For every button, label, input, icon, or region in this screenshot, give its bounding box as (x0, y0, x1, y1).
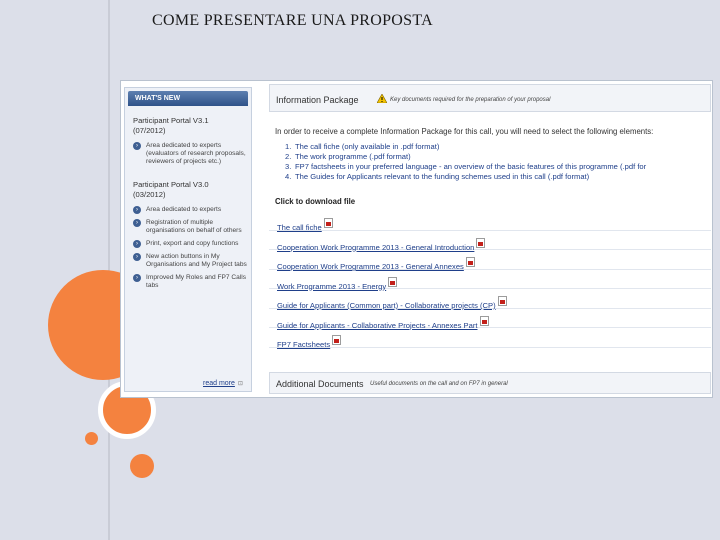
file-link-general-introduction[interactable]: Cooperation Work Programme 2013 - General Introduction (277, 242, 475, 252)
warning-icon (377, 94, 387, 103)
file-row (269, 231, 711, 251)
arrow-bullet-icon: › (133, 253, 141, 261)
page-title: COME PRESENTARE UNA PROPOSTA (152, 12, 433, 29)
list-item (285, 162, 646, 172)
file-row (269, 211, 711, 231)
list-number: 3. (285, 162, 292, 171)
additional-documents-subtitle: Useful documents on the call and on FP7 in general (370, 381, 508, 387)
portal-screenshot (120, 80, 713, 398)
list-item (133, 142, 247, 166)
arrow-bullet-icon: › (133, 219, 141, 227)
list-item (133, 206, 247, 214)
elements-list (285, 142, 646, 182)
list-number: 1. (285, 142, 292, 151)
information-package-subtitle: Key documents required for the preparation of your proposal (390, 97, 551, 103)
list-item (133, 274, 247, 290)
list-item-text: Print, export and copy functions (146, 240, 239, 247)
list-number: 2. (285, 152, 292, 161)
whats-new-panel (124, 87, 252, 392)
file-link-factsheets[interactable]: FP7 Factsheets (277, 340, 331, 349)
read-more-label: read more (203, 380, 235, 387)
file-row (269, 328, 711, 348)
whats-new-section-v31 (125, 106, 251, 166)
pdf-icon[interactable] (498, 296, 507, 306)
whats-new-section-v30 (125, 171, 251, 290)
download-heading: Click to download file (275, 197, 356, 206)
version-label: Participant Portal V3.0 (133, 180, 209, 189)
whats-new-header: WHAT'S NEW (128, 91, 248, 106)
read-more-link[interactable] (203, 380, 243, 387)
list-item-text: Improved My Roles and FP7 Calls tabs (146, 274, 247, 289)
file-row (269, 289, 711, 309)
list-item (285, 142, 646, 152)
information-package-header (269, 84, 711, 112)
additional-documents-header[interactable] (269, 372, 711, 394)
list-item (133, 219, 247, 235)
list-item-text: FP7 factsheets in your preferred language - an overview of the basic features of this programme (.pdf for (295, 162, 647, 171)
list-item-text: New action buttons in My Organisations and My Project tabs (146, 253, 247, 268)
version-date: (03/2012) (133, 190, 166, 199)
list-item (133, 253, 247, 269)
arrow-bullet-icon: › (133, 142, 141, 150)
file-link-general-annexes[interactable]: Cooperation Work Programme 2013 - General Annexes (277, 262, 464, 271)
pdf-icon[interactable] (324, 218, 333, 228)
file-list (269, 211, 711, 348)
pdf-icon[interactable] (480, 316, 489, 326)
whats-new-list (133, 142, 247, 166)
pdf-icon[interactable] (388, 277, 397, 287)
file-link-energy[interactable]: Work Programme 2013 - Energy (277, 281, 387, 291)
arrow-bullet-icon: › (133, 274, 141, 282)
list-item (285, 152, 646, 162)
whats-new-list (133, 206, 247, 290)
arrow-bullet-icon: › (133, 240, 141, 248)
decorative-circle-small (85, 432, 98, 445)
additional-documents-title: Additional Documents (276, 379, 364, 389)
list-item-text: Registration of multiple organisations on behalf of others (146, 219, 242, 234)
decorative-circle-medium (130, 454, 154, 478)
list-number: 4. (285, 172, 292, 181)
version-label: Participant Portal V3.1 (133, 116, 209, 125)
file-link-guide-annexes[interactable]: Guide for Applicants - Collaborative Projects - Annexes Part (277, 320, 478, 330)
file-link-guide-common-part[interactable]: Guide for Applicants (Common part) - Collaborative projects (CP) (277, 301, 496, 310)
information-package-title: Information Package (276, 95, 359, 105)
pdf-icon[interactable] (466, 257, 475, 267)
file-link-call-fiche[interactable]: The call fiche (277, 223, 322, 232)
list-item-text: Area dedicated to experts (146, 206, 222, 213)
information-package-panel (269, 84, 711, 396)
information-package-intro: In order to receive a complete Information Package for this call, you will need to select the following elements: (275, 127, 654, 136)
file-row (269, 250, 711, 270)
list-item (285, 172, 646, 182)
file-row (269, 309, 711, 329)
pdf-icon[interactable] (476, 238, 485, 248)
list-item-text: The call fiche (only available in .pdf format) (295, 142, 440, 151)
file-row (269, 270, 711, 290)
version-date: (07/2012) (133, 126, 166, 135)
list-item-text: The work programme (.pdf format) (295, 152, 411, 161)
list-item-text: Area dedicated to experts (evaluators of research proposals, reviewers of projects etc.) (146, 142, 246, 165)
list-item (133, 240, 247, 248)
pdf-icon[interactable] (332, 335, 341, 345)
arrow-bullet-icon: › (133, 206, 141, 214)
document-icon: ⊡ (237, 381, 243, 387)
list-item-text: The Guides for Applicants relevant to the funding schemes used in this call (.pdf format) (295, 172, 590, 181)
